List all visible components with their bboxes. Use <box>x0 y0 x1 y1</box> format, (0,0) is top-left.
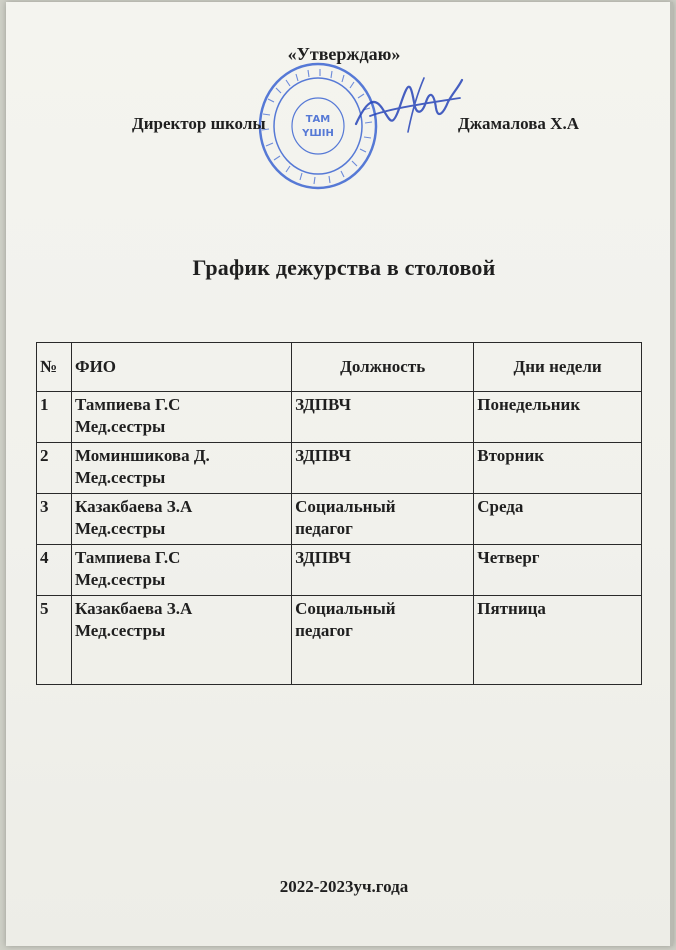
director-title: Директор школы <box>132 114 266 133</box>
position-line: педагог <box>295 519 353 538</box>
row-name <box>71 443 291 494</box>
row-position <box>292 545 474 596</box>
row-position <box>292 596 474 685</box>
row-position <box>292 443 474 494</box>
row-day: Понедельник <box>474 392 642 443</box>
position-line: Социальный <box>295 599 396 618</box>
document-title: График дежурства в столовой <box>192 255 496 280</box>
row-day: Четверг <box>474 545 642 596</box>
duty-schedule-table <box>36 342 642 685</box>
person-name: Тампиева Г.С <box>74 395 181 414</box>
position-line: ЗДПВЧ <box>295 548 351 567</box>
header-days: Дни недели <box>474 343 642 392</box>
person-role: Мед.сестры <box>74 570 166 589</box>
row-number: 2 <box>37 443 72 494</box>
row-day: Вторник <box>474 443 642 494</box>
row-name <box>71 494 291 545</box>
row-number: 4 <box>37 545 72 596</box>
person-role: Мед.сестры <box>74 417 166 436</box>
svg-text:ТАМ: ТАМ <box>305 114 331 125</box>
row-day: Среда <box>474 494 642 545</box>
director-name: Джамалова Х.А <box>458 114 579 133</box>
position-line: Социальный <box>295 497 396 516</box>
table-row <box>37 443 642 494</box>
table-row <box>37 494 642 545</box>
position-line: педагог <box>295 621 353 640</box>
table-row <box>37 596 642 685</box>
row-position <box>292 494 474 545</box>
academic-year: 2022-2023уч.года <box>279 877 409 896</box>
row-number: 1 <box>37 392 72 443</box>
person-role: Мед.сестры <box>74 468 166 487</box>
row-position <box>292 392 474 443</box>
row-name <box>71 392 291 443</box>
person-name: Моминшикова Д. <box>74 446 210 465</box>
person-role: Мед.сестры <box>74 519 166 538</box>
header-name: ФИО <box>71 343 291 392</box>
header-position: Должность <box>292 343 474 392</box>
document-page <box>6 2 673 946</box>
approval-heading: «Утверждаю» <box>287 44 401 64</box>
table-header-row <box>37 343 642 392</box>
row-number: 3 <box>37 494 72 545</box>
table-row <box>37 545 642 596</box>
person-role: Мед.сестры <box>74 621 166 640</box>
position-line: ЗДПВЧ <box>295 395 351 414</box>
header-number: № <box>37 343 72 392</box>
row-number: 5 <box>37 596 72 685</box>
svg-text:ҮШІН: ҮШІН <box>302 128 334 139</box>
row-name <box>71 596 291 685</box>
table-row <box>37 392 642 443</box>
handwritten-signature <box>352 72 464 144</box>
row-day: Пятница <box>474 596 642 685</box>
person-name: Казакбаева З.А <box>74 599 193 618</box>
row-name <box>71 545 291 596</box>
person-name: Тампиева Г.С <box>74 548 181 567</box>
position-line: ЗДПВЧ <box>295 446 351 465</box>
person-name: Казакбаева З.А <box>74 497 193 516</box>
